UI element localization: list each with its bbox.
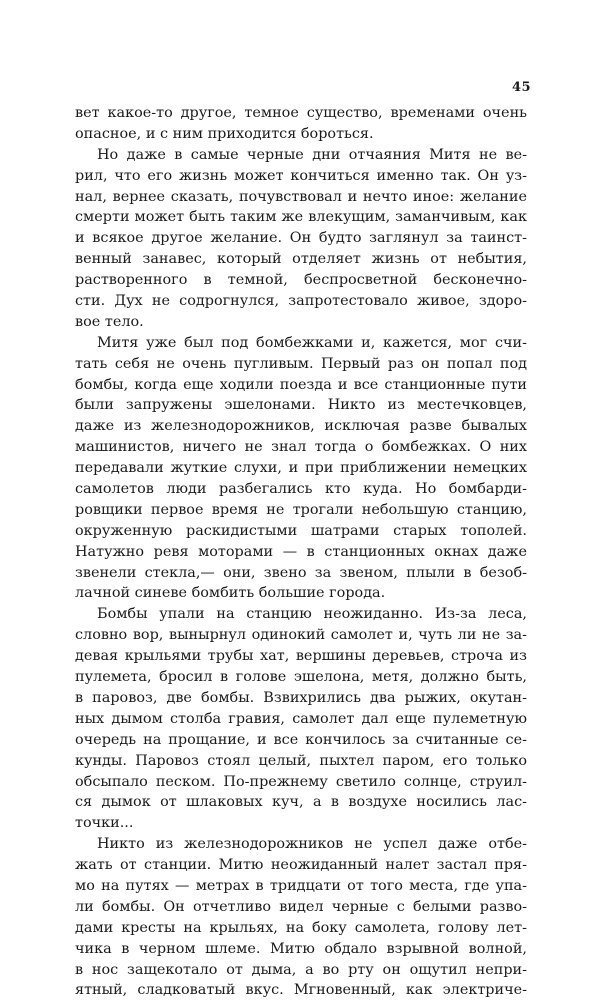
text-line: Никто из железнодорожников не успел даже отбе-	[97, 836, 527, 853]
text-line: рил, что его жизнь может кончиться именно так. Он уз-	[75, 167, 527, 184]
text-line: ли бомбы. Он отчетливо видел черные с белыми разво-	[75, 898, 527, 915]
text-line: жать от станции. Митю неожиданный налет застал пря-	[75, 857, 527, 874]
paragraph	[75, 145, 527, 333]
paragraph	[75, 333, 527, 605]
text-line: сти. Дух не содрогнулся, запротестовало живое, здоро-	[75, 293, 527, 310]
text-line: ся дымок от шлаковых куч, а в воздухе носились лас-	[75, 794, 527, 811]
page-number: 45	[512, 80, 532, 95]
text-line: окруженную раскидистыми шатрами старых тополей.	[75, 522, 527, 539]
text-line: Натужно ревя моторами — в станционных окнах даже	[75, 543, 527, 560]
text-line: Митя уже был под бомбежками и, кажется, мог счи-	[97, 334, 527, 351]
text-line: точки...	[75, 815, 134, 832]
paragraph	[75, 604, 527, 834]
text-line: ровщики первое время не трогали небольшую станцию,	[75, 501, 527, 518]
text-line: лачной синеве бомбить большие города.	[75, 585, 386, 602]
text-line: вет какое-то другое, темное существо, временами очень	[75, 105, 527, 121]
text-line: нал, вернее сказать, почувствовал и нечто иное: желание	[75, 188, 527, 205]
text-line: кунды. Паровоз стоял целый, пыхтел паром, его только	[75, 752, 527, 769]
text-line: в нос защекотало от дыма, а во рту он ощутил непри-	[75, 961, 527, 978]
text-line: мо на путях — метрах в тридцати от того места, где упа-	[75, 877, 527, 894]
text-line: самолетов люди разбегались кто куда. Но бомбарди-	[75, 481, 527, 498]
paragraph	[75, 103, 527, 145]
text-line: растворенного в темной, беспросветной бесконечно-	[75, 272, 527, 289]
text-line: звенели стекла,— они, звено за звеном, плыли в безоб-	[75, 564, 527, 581]
text-line: Но даже в самые черные дни отчаяния Митя не ве-	[97, 146, 527, 163]
paragraph	[75, 834, 527, 1001]
text-line: передавали жуткие слухи, и при приближении немецких	[75, 460, 527, 477]
text-line: ятный, сладковатый вкус. Мгновенный, как электриче-	[75, 982, 527, 999]
text-line: обсыпало песком. По-прежнему светило солнце, струил-	[75, 773, 527, 790]
text-line: вое тело.	[75, 313, 144, 330]
text-line: даже из железнодорожников, исключая разве бывалых	[75, 418, 527, 435]
text-line: дами кресты на крыльях, на боку самолета, голову лет-	[75, 919, 527, 936]
text-line: Бомбы упали на станцию неожиданно. Из-за леса,	[97, 606, 527, 623]
text-line: бомбы, когда еще ходили поезда и все станционные пути	[75, 376, 527, 393]
text-line: ных дымом столба гравия, самолет дал еще пулеметную	[75, 710, 527, 727]
text-line: очередь на прощание, и все кончилось за считанные се-	[75, 731, 527, 748]
text-line: были запружены эшелонами. Никто из местечковцев,	[75, 397, 527, 414]
text-line: словно вор, вынырнул одинокий самолет и, чуть ли не за-	[75, 627, 527, 644]
text-line: опасное, и с ним приходится бороться.	[75, 125, 374, 142]
text-line: пулемета, бросил в голове эшелона, метя, должно быть,	[75, 669, 527, 686]
text-line: и всякое другое желание. Он будто заглянул за таинст-	[75, 230, 527, 247]
text-line: тать себя не очень пугливым. Первый раз он попал под	[75, 355, 527, 372]
text-column	[75, 103, 527, 1001]
text-line: чика в черном шлеме. Митю обдало взрывной волной,	[75, 940, 527, 957]
text-line: смерти может быть таким же влекущим, заманчивым, как	[75, 209, 527, 226]
text-line: машинистов, ничего не знал тогда о бомбежках. О них	[75, 439, 527, 456]
text-line: венный занавес, который отделяет жизнь от небытия,	[75, 251, 527, 268]
text-line: девая крыльями трубы хат, вершины деревьев, строча из	[75, 648, 527, 665]
text-line: в паровоз, две бомбы. Взвихрились два рыжих, окутан-	[75, 689, 527, 706]
